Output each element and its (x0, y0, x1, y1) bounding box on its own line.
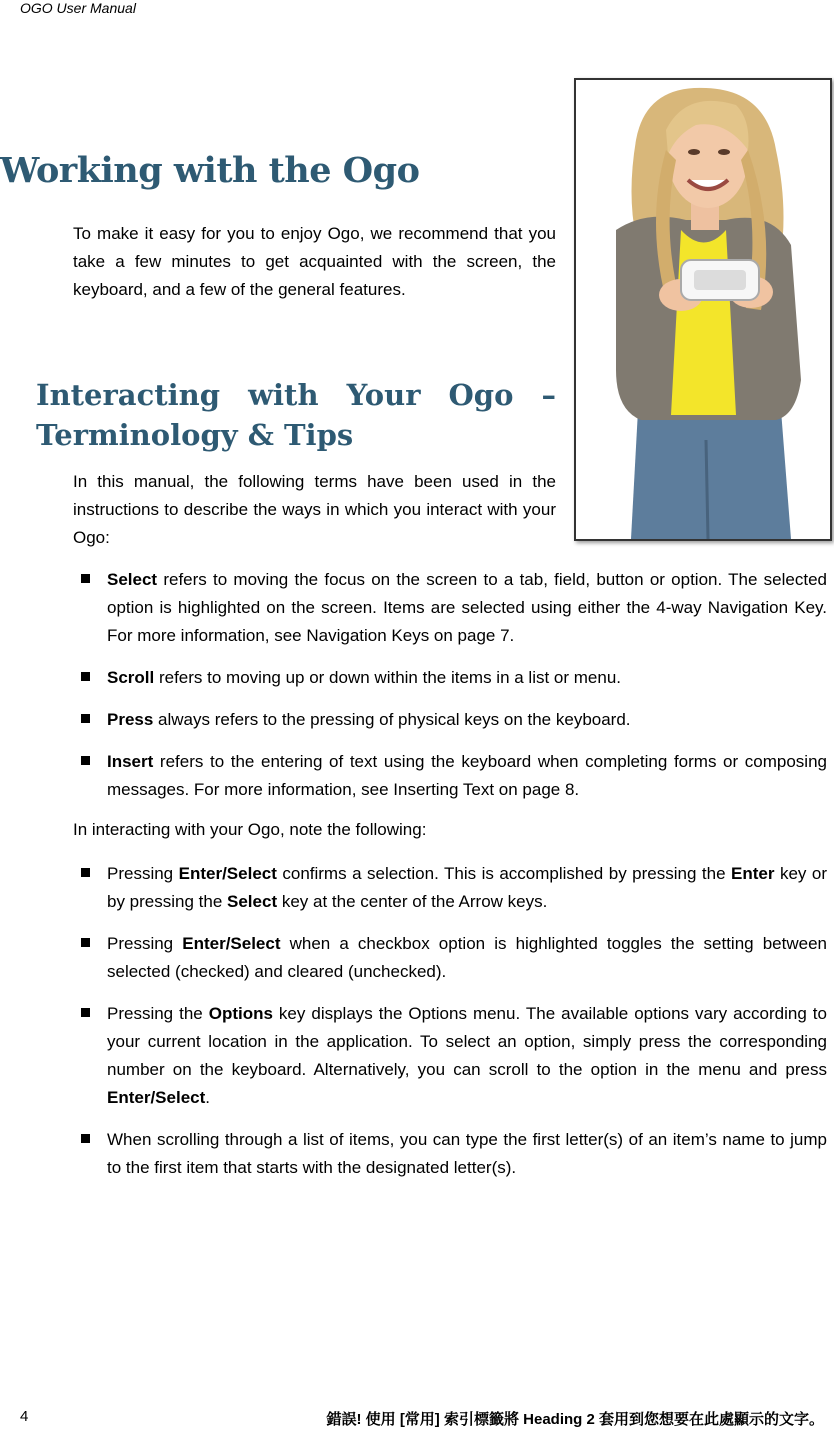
note-key: Select (227, 892, 278, 911)
bullet-square-icon (81, 714, 90, 723)
term-press (107, 706, 827, 734)
term-label: Scroll (107, 668, 155, 687)
note-text: Pressing the (107, 1004, 209, 1023)
note-text: key displays the Options menu. The available options vary according to your current location in the application. To select an option, simply press the corresponding number on the keyboard. Alternatively, you can scroll to the option in the menu and press (107, 1004, 827, 1079)
bullet-square-icon (81, 1134, 90, 1143)
term-description: refers to moving the focus on the screen to a tab, field, button or option. The selected option is highlighted on the screen. Items are selected using either the 4-way Navigation Key. For more information, see Navigation Keys on page 7. (107, 570, 827, 645)
page-title: Working with the Ogo (0, 150, 420, 191)
note-checkbox (107, 930, 827, 986)
bullet-square-icon (81, 938, 90, 947)
note-key: Enter/Select (178, 864, 277, 883)
term-description: refers to moving up or down within the items in a list or menu. (154, 668, 622, 687)
intro-paragraph: To make it easy for you to enjoy Ogo, we recommend that you take a few minutes to get acquainted with the screen, the keyboard, and a few of the general features. (73, 224, 556, 299)
term-scroll (107, 664, 827, 692)
section-heading (36, 375, 556, 455)
terminology-intro: In this manual, the following terms have been used in the instructions to describe the ways in which you interact with your Ogo: (73, 472, 556, 547)
term-description: refers to the entering of text using the keyboard when completing forms or composing messages. For more information, see Inserting Text on page 8. (107, 752, 827, 799)
section-heading-line1 (36, 375, 556, 415)
note-key: Options (208, 1004, 273, 1023)
note-options (107, 1000, 827, 1112)
bullet-square-icon (81, 756, 90, 765)
term-insert (107, 748, 827, 804)
note-text: key at the center of the Arrow keys. (277, 892, 548, 911)
section-heading-line2: Terminology & Tips (36, 418, 354, 452)
bullet-square-icon (81, 1008, 90, 1017)
term-label: Select (107, 570, 158, 589)
girl-with-device-photo (574, 78, 832, 541)
bullet-square-icon (81, 574, 90, 583)
heading-word: with (248, 378, 319, 412)
footer-error-note: 錯誤! 使用 [常用] 索引標籤將 Heading 2 套用到您想要在此處顯示的文字。 (326, 1411, 824, 1428)
note-text: . (205, 1088, 210, 1107)
note-type-ahead (107, 1126, 827, 1182)
bullet-square-icon (81, 868, 90, 877)
note-enter-select (107, 860, 827, 916)
notes-intro: In interacting with your Ogo, note the following: (73, 820, 427, 839)
note-text: confirms a selection. This is accomplished by pressing the (276, 864, 731, 883)
note-text: When scrolling through a list of items, you can type the first letter(s) of an item’s name to jump to the first item that starts with the designated letter(s). (107, 1130, 827, 1177)
term-description: always refers to the pressing of physical keys on the keyboard. (153, 710, 631, 729)
page-number: 4 (20, 1408, 29, 1425)
running-header: OGO User Manual (20, 0, 136, 16)
term-label: Press (107, 710, 154, 729)
heading-dash: – (541, 378, 556, 412)
note-key: Enter (731, 864, 775, 883)
heading-word: Your (346, 378, 421, 412)
note-text: Pressing (107, 934, 183, 953)
note-key: Enter/Select (107, 1088, 206, 1107)
note-text: key or by pressing the (107, 864, 827, 911)
note-text: when a checkbox option is highlighted toggles the setting between selected (checked) and cleared (unchecked). (107, 934, 827, 981)
note-text: Pressing (107, 864, 179, 883)
term-label: Insert (107, 752, 154, 771)
bullet-square-icon (81, 672, 90, 681)
heading-word: Interacting (36, 378, 220, 412)
note-key: Enter/Select (182, 934, 281, 953)
photo-illustration (576, 80, 830, 539)
heading-word: Ogo (448, 378, 514, 412)
term-select (107, 566, 827, 650)
